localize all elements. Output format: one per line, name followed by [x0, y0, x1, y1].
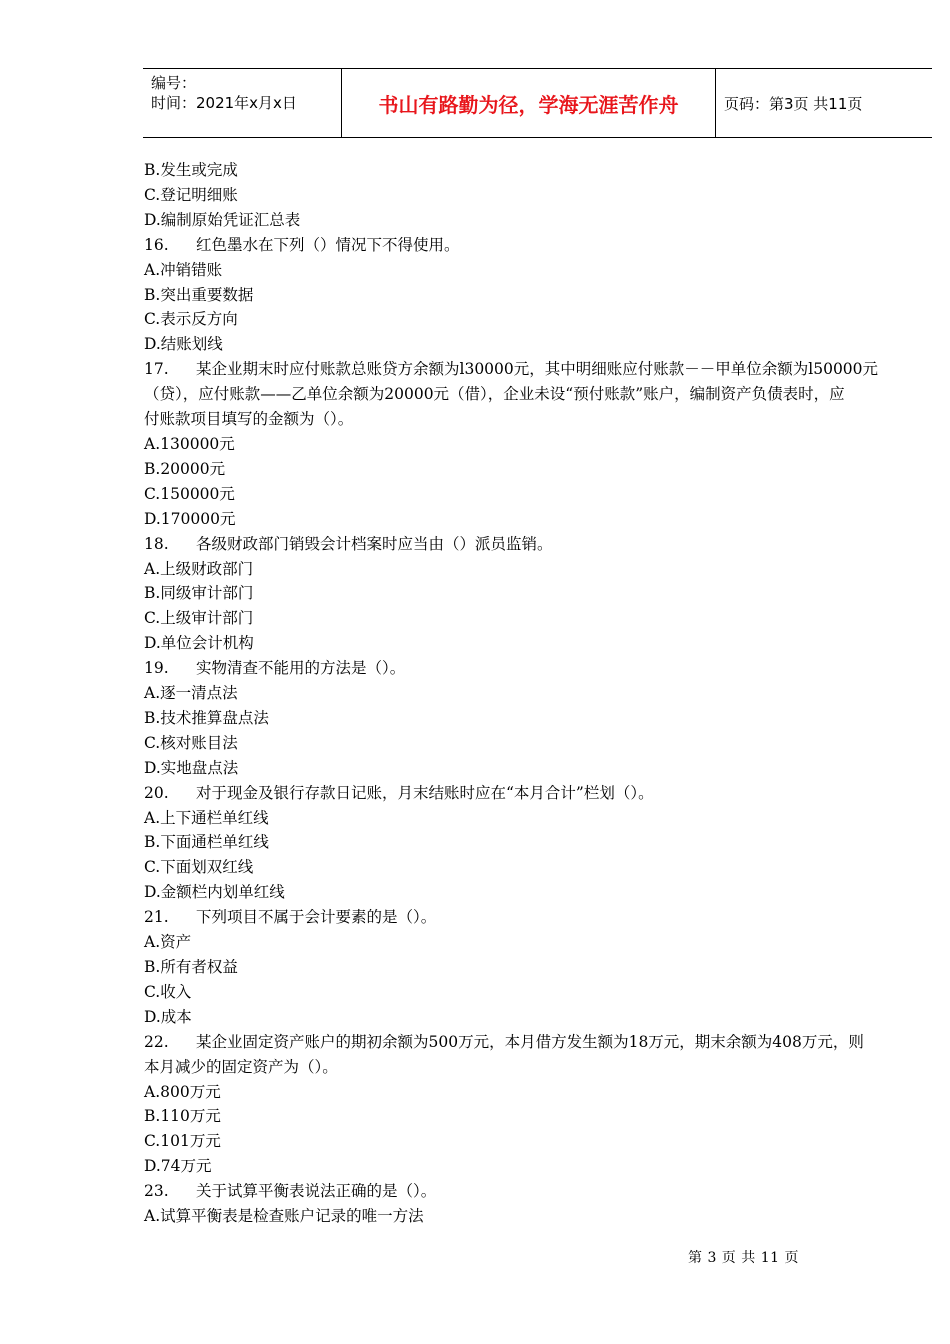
text-line: C.核对账目法	[144, 733, 238, 752]
text-line: B.110万元	[144, 1107, 221, 1126]
text-line: A.资产	[144, 933, 192, 952]
question-line	[144, 656, 930, 681]
question-line	[144, 905, 930, 930]
text-line: C.登记明细账	[144, 185, 238, 204]
text-line: A.试算平衡表是检查账户记录的唯一方法	[144, 1207, 424, 1226]
question-number: 19.	[144, 659, 169, 678]
number-label: 编号：	[151, 74, 197, 92]
text-line: C.150000元	[144, 484, 235, 503]
text-line: D.成本	[144, 1007, 192, 1026]
question-line	[144, 233, 930, 258]
text-line: C.表示反方向	[144, 310, 238, 329]
question-number: 16.	[144, 235, 169, 254]
text-line: B.所有者权益	[144, 958, 238, 976]
text-line: B.技术推算盘点法	[144, 708, 269, 727]
text-line: B.20000元	[144, 459, 226, 478]
page-header	[143, 68, 932, 138]
question-line	[144, 1179, 930, 1204]
text-line: D.结账划线	[144, 335, 223, 354]
question-text: 对于现金及银行存款日记账，月末结账时应在“本月合计”栏划（）。	[196, 783, 654, 802]
question-text-continued: （贷），应付账款——乙单位余额为20000元（借），企业未设“预付账款”账户，编制资产负债表时，应	[144, 385, 845, 404]
text-line: A.逐一清点法	[144, 684, 238, 703]
document-body	[144, 158, 930, 1229]
text-line: 付账款项目填写的金额为（）。	[144, 410, 354, 429]
text-line: B.发生或完成	[144, 161, 238, 179]
text-line: C.101万元	[144, 1132, 221, 1151]
text-line: C.下面划双红线	[144, 858, 254, 877]
question-text: 某企业期末时应付账款总账贷方余额为l30000元，其中明细账应付账款－－甲单位余额为l50000元	[196, 360, 879, 379]
text-line: A.冲销错账	[144, 260, 223, 279]
text-line: A.上下通栏单红线	[144, 808, 269, 827]
text-line: C.上级审计部门	[144, 609, 254, 628]
text-line: D.编制原始凭证汇总表	[144, 210, 301, 229]
question-line	[144, 532, 930, 557]
text-line: A.130000元	[144, 434, 235, 453]
question-line	[144, 357, 930, 382]
header-page-label: 页码：第3页 共11页	[724, 94, 863, 113]
question-number: 22.	[144, 1032, 169, 1051]
question-number: 23.	[144, 1182, 169, 1201]
question-number: 21.	[144, 908, 169, 927]
page-footer: 第 3 页 共 11 页	[688, 1250, 799, 1266]
text-line: D.170000元	[144, 509, 236, 528]
text-line: A.上级财政部门	[144, 559, 254, 578]
question-line	[144, 1030, 930, 1055]
question-number: 20.	[144, 783, 169, 802]
text-line: D.金额栏内划单红线	[144, 883, 285, 902]
question-text: 各级财政部门销毁会计档案时应当由（）派员监销。	[196, 534, 553, 553]
text-line: D.74万元	[144, 1157, 212, 1176]
text-line: A.800万元	[144, 1082, 221, 1101]
question-text: 下列项目不属于会计要素的是（）。	[196, 908, 437, 927]
question-text: 关于试算平衡表说法正确的是（）。	[196, 1182, 437, 1201]
question-line	[144, 781, 930, 806]
question-text: 实物清查不能用的方法是（）。	[196, 659, 406, 678]
text-line: 本月减少的固定资产为（）。	[144, 1057, 338, 1076]
question-text: 红色墨水在下列（）情况下不得使用。	[196, 235, 460, 254]
header-meta	[143, 69, 342, 137]
text-line: B.下面通栏单红线	[144, 833, 269, 852]
text-line: D.实地盘点法	[144, 758, 239, 777]
question-text: 某企业固定资产账户的期初余额为500万元，本月借方发生额为18万元，期末余额为408万元，则	[196, 1032, 864, 1051]
text-line: C.收入	[144, 982, 192, 1001]
question-number: 18.	[144, 534, 169, 553]
header-motto: 书山有路勤为径，学海无涯苦作舟	[342, 69, 716, 137]
text-line: B.突出重要数据	[144, 285, 254, 304]
time-label: 时间：2021年x月x日	[151, 94, 297, 112]
question-number: 17.	[144, 360, 169, 379]
text-line: B.同级审计部门	[144, 584, 254, 603]
text-line: D.单位会计机构	[144, 634, 254, 653]
